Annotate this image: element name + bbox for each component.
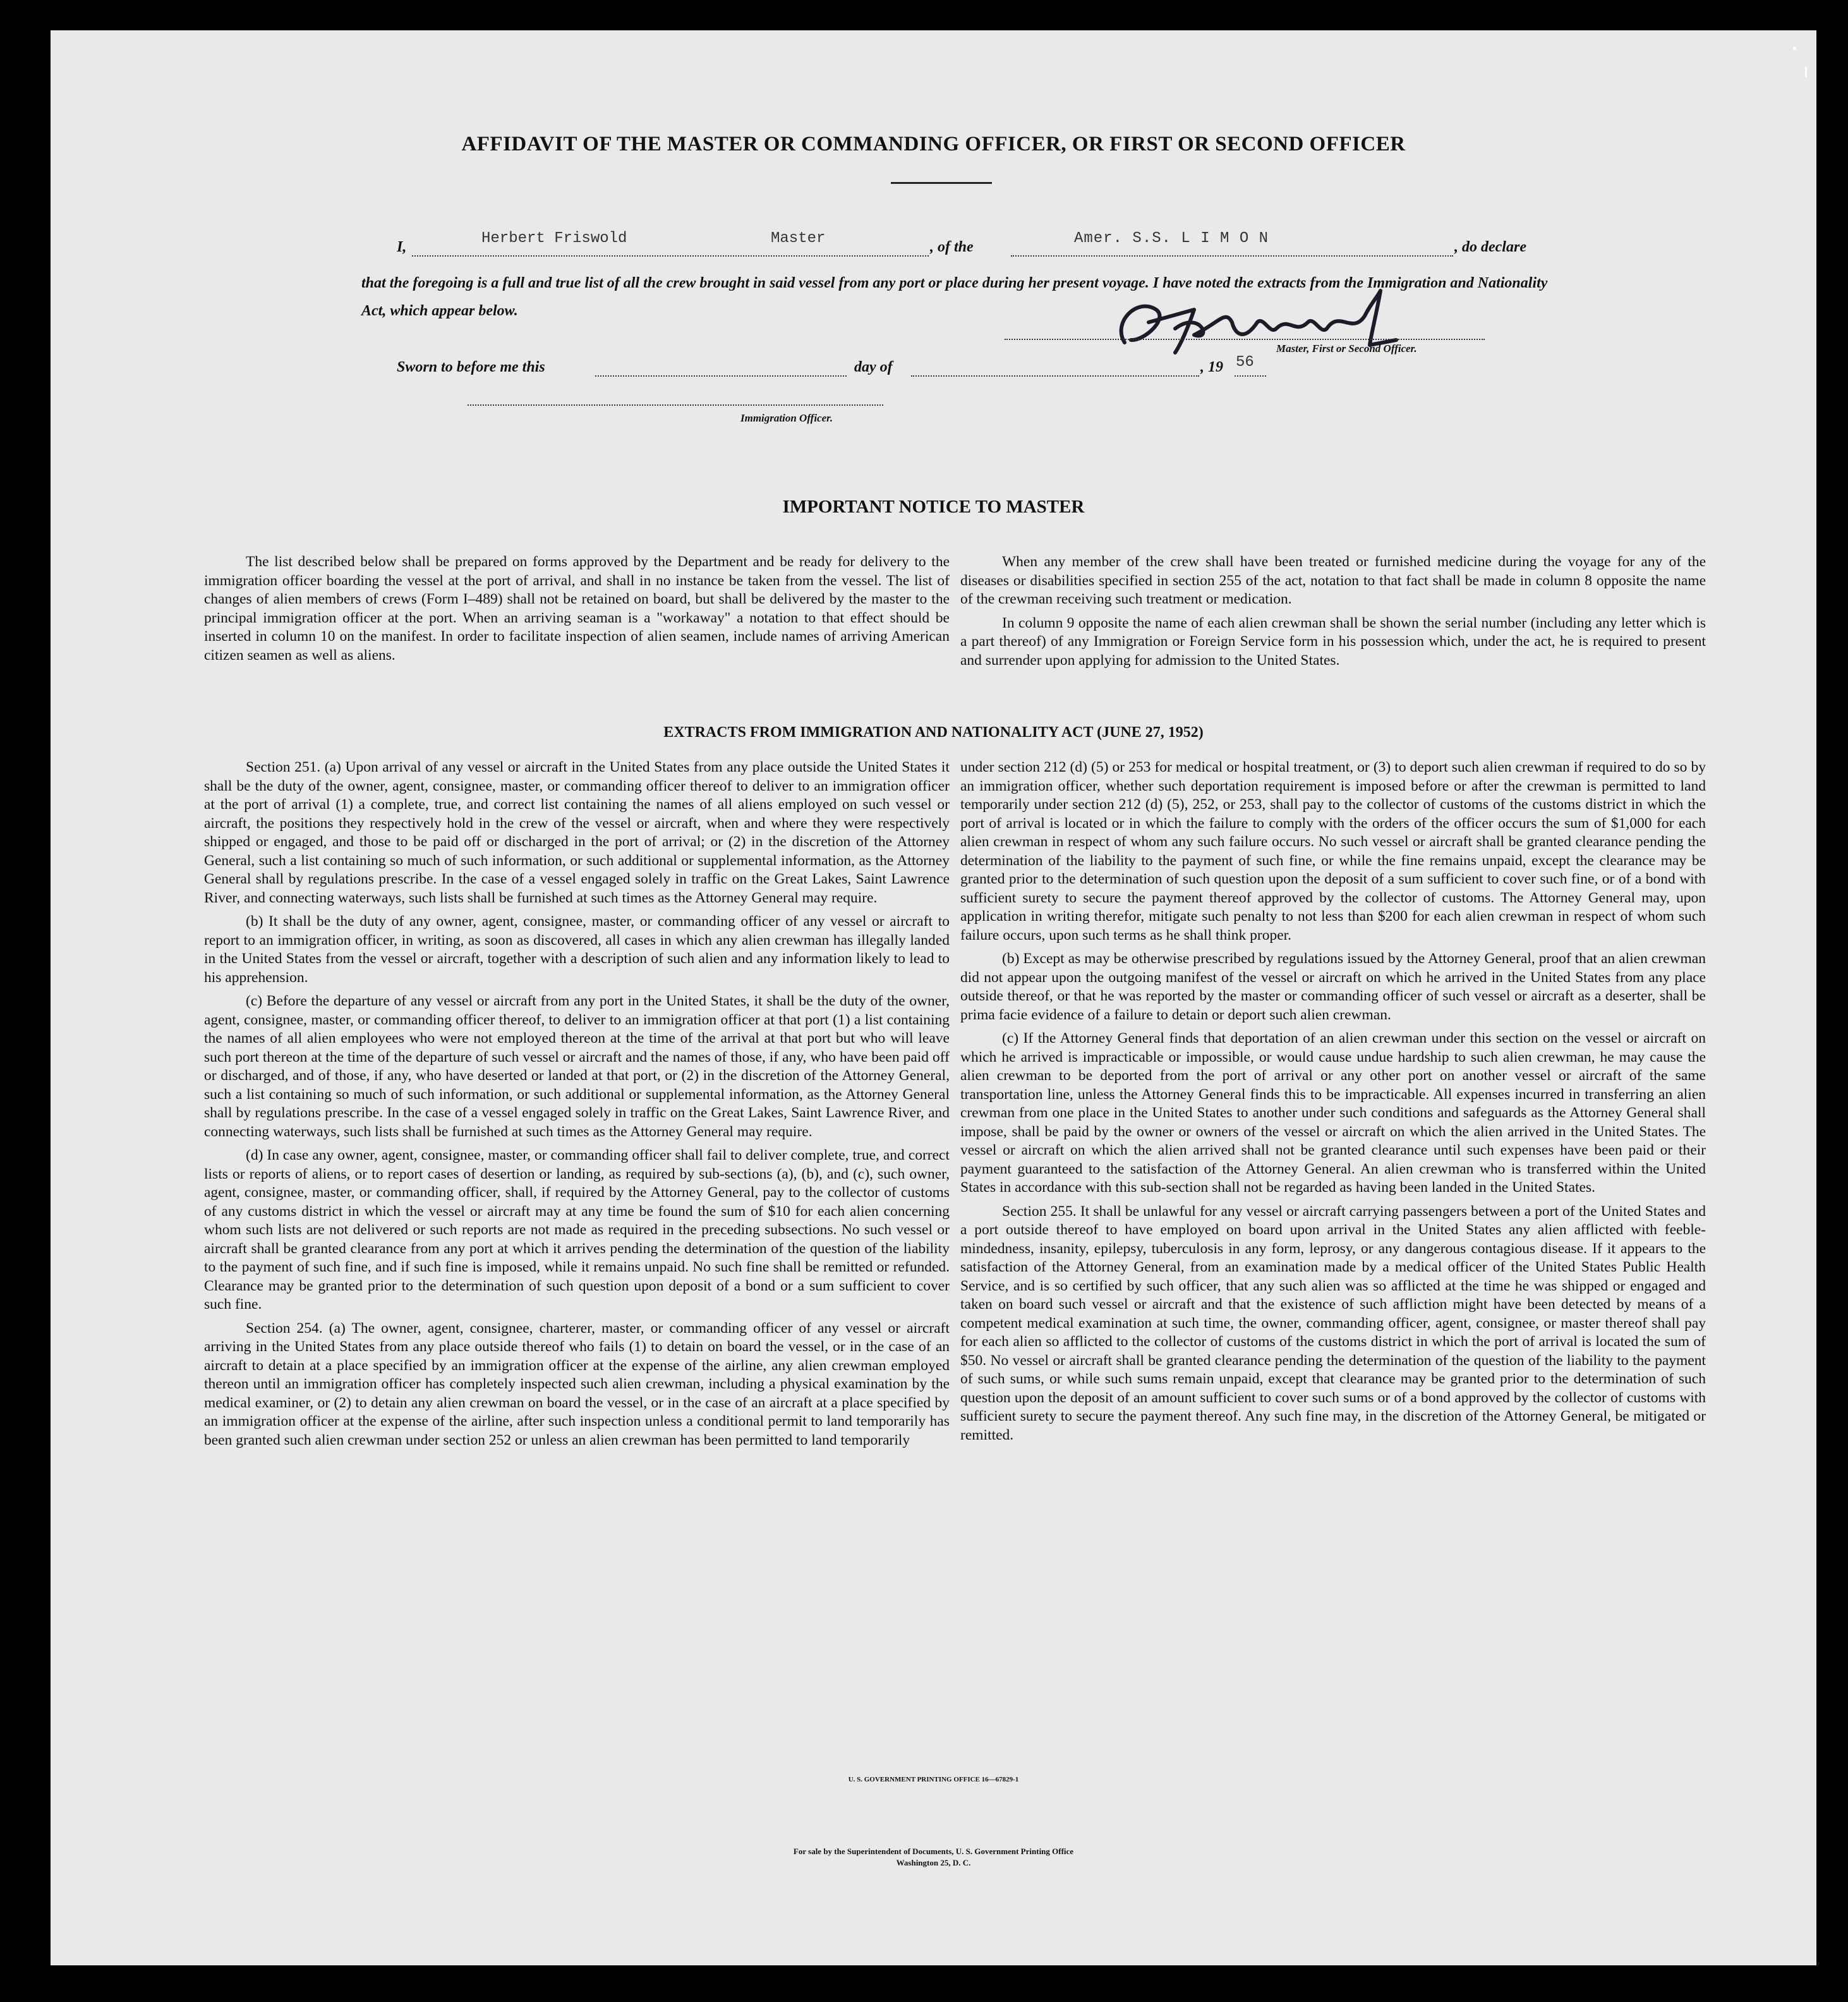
sworn-month-field	[911, 360, 1199, 377]
notice-title: IMPORTANT NOTICE TO MASTER	[782, 497, 1085, 517]
vessel-value: Amer. S.S. L I M O N	[1074, 230, 1269, 247]
section-251-d: (d) In case any owner, agent, consignee, master, or commanding officer shall fail to deliver complete, true, and correct lists or reports of aliens, or to report cases of desertion or landing, as required by sub-sections (a), (b), and (c), such owner, agent, consignee, master, or commanding officer, shall, if required by the Attorney General, pay to the collector of customs of any customs district in which the vessel or aircraft may at any time be found the sum of $10 for each alien concerning whom such lists are not delivered or such reports are not made as required in the preceding subsections. No such vessel or aircraft shall be granted clearance from any port at which it arrives pending the determination of the question of the liability to the payment of such fine, and if such fine is imposed, while it remains unpaid. No such fine shall be remitted or refunded. Clearance may be granted prior to the determination of such question upon deposit of a bond or a sum sufficient to cover such fine.	[204, 1147, 950, 1313]
scan-speck	[1793, 47, 1796, 50]
extracts-right-column	[960, 758, 1706, 1450]
signature-caption: Master, First or Second Officer.	[1276, 343, 1417, 355]
print-code: U. S. GOVERNMENT PRINTING OFFICE 16—67829-1	[848, 1776, 1019, 1783]
of-the-label: , of the	[930, 239, 974, 255]
section-254-a-continued: under section 212 (d) (5) or 253 for medical or hospital treatment, or (3) to deport such alien crewman if required to do so by an immigration officer, whether such deportation requirement is imposed before or after the crewman is permitted to land temporarily under section 212 (d) (5), 252, or 253, shall pay to the collector of customs of the customs district in which the port of arrival is located or in which the failure to comply with the orders of the officer occurs the sum of $1,000 for each alien crewman in respect of whom any such failure occurs. No such vessel or aircraft shall be granted clearance pending the determination of the liability to the payment of such fine, or while the fine remains unpaid, except the clearance may be granted prior to the determination of such question upon the deposit of a sum sufficient to cover such fine, or of a bond with sufficient surety to secure the payment thereof approved by the collector of customs. The Attorney General may, upon application in writing therefor, mitigate such penalty to not less than $200 for each alien crewman in respect of whom such failure occurs, upon such terms as he shall think proper.	[960, 759, 1706, 943]
sale-line-1: For sale by the Superintendent of Documents, U. S. Government Printing Office	[793, 1847, 1074, 1856]
notice-right-paragraph: In column 9 opposite the name of each alien crewman shall be shown the serial number (including any letter which is a part thereof) of any Immigration or Foreign Service form in his possession which, under the act, he is required to present and surrender upon applying for admission to the United States.	[960, 614, 1706, 669]
signature-text: HFriswold	[1352, 322, 1355, 323]
year-field	[1235, 354, 1266, 377]
title-rule	[891, 182, 992, 184]
notice-right-column	[960, 553, 1706, 675]
section-254-b: (b) Except as may be otherwise prescribed by regulations issued by the Attorney General, proof that an alien crewman did not appear upon the outgoing manifest of the vessel or aircraft on which he arrived in the United States from any place outside thereof, or that he was reported by the master or commanding officer of such vessel or aircraft as a deserter, shall be prima facie evidence of a failure to detain or deport such alien crewman.	[960, 950, 1706, 1023]
vessel-field	[1011, 220, 1453, 257]
i-label: I,	[397, 239, 407, 255]
notice-right-paragraph: When any member of the crew shall have been treated or furnished medicine during the voyage for any of the diseases or disabilities specified in section 255 of the act, notation to that fact shall be made in column 8 opposite the name of the crewman receiving such treatment or medication.	[960, 554, 1706, 607]
section-255: Section 255. It shall be unlawful for any vessel or aircraft carrying passengers between a port of the United States and a port outside thereof to have employed on board upon arrival in the United States any alien afflicted with feeble-mindedness, insanity, epilepsy, tuberculosis in any form, leprosy, or any dangerous contagious disease. If it appears to the satisfaction of the Attorney General, from an examination made by a medical officer of the United States Public Health Service, and is so certified by such officer, that any such alien was so afflicted at the time he was shipped or engaged and taken on board such vessel or aircraft and that the existence of such affliction might have been detected by means of a competent medical examination at such time, the owner, commanding officer, agent, consignee, or master thereof shall pay for each alien so afflicted to the collector of customs of the customs district in which the port of arrival is located the sum of $50. No vessel or aircraft shall be granted clearance pending the determination of the question of the liability to the payment of such sums, or while such sums remain unpaid, except that clearance may be granted prior to the determination of such question upon the deposit of an amount sufficient to cover such sums or of a bond approved by the collector of customs with sufficient surety to secure the payment thereof. Any such fine may, in the discretion of the Attorney General, be mitigated or remitted.	[960, 1203, 1706, 1443]
document-page	[51, 30, 1816, 1965]
officer-line	[468, 398, 883, 406]
rank-value: Master	[771, 230, 826, 247]
day-of-label: day of	[854, 359, 893, 375]
extracts-title: EXTRACTS FROM IMMIGRATION AND NATIONALITY ACT (JUNE 27, 1952)	[663, 724, 1204, 741]
notice-left-paragraph: The list described below shall be prepared on forms approved by the Department and be ready for delivery to the immigration officer boarding the vessel at the port of arrival, and shall in no instance be taken from the vessel. The list of changes of alien members of crews (Form I–489) shall not be retained on board, but shall be delivered by the master to the principal immigration officer at the port. When an arriving seaman is a "workaway" a notation to that effect should be inserted in column 10 on the manifest. In order to facilitate inspection of alien seamen, include names of arriving American citizen seamen as well as aliens.	[204, 554, 950, 664]
section-251-c: (c) Before the departure of any vessel or aircraft from any port in the United States, it shall be the duty of the owner, agent, consignee, master, or commanding officer thereof, to deliver to an immigration officer at that port (1) a list containing the names of all alien employees who were not employed thereon at the time of the arrival at that port but who will leave such port thereon at the time of the departure of such vessel or aircraft and the names of those, if any, who have been paid off or discharged, and of those, if any, who have deserted or landed at that port, or (2) in the discretion of the Attorney General, such a list containing so much of such information, or such additional or supplemental information, as the Attorney General shall by regulations prescribe. In the case of a vessel engaged solely in traffic on the Great Lakes, Saint Lawrence River, and connecting waterways, such lists shall be furnished at such times as the Attorney General may require.	[204, 993, 950, 1140]
affidavit-title: AFFIDAVIT OF THE MASTER OR COMMANDING OFFICER, OR FIRST OR SECOND OFFICER	[461, 133, 1406, 155]
sale-line-2: Washington 25, D. C.	[896, 1858, 971, 1867]
section-251-a: Section 251. (a) Upon arrival of any vessel or aircraft in the United States from any place outside the United States it shall be the duty of the owner, agent, consignee, master, or commanding officer thereof to deliver to an immigration officer at the port of arrival (1) a complete, true, and correct list containing the names of all aliens employed on such vessel or aircraft, the positions they respectively hold in the crew of the vessel or aircraft, when and where they were respectively shipped or engaged, and those to be paid off or discharged in the port of arrival; or (2) in the discretion of the Attorney General, such a list containing so much of such information, or such additional or supplemental information, as the Attorney General shall by regulations prescribe. In the case of a vessel engaged solely in traffic on the Great Lakes, Saint Lawrence River, and connecting waterways, such lists shall be furnished at such times as the Attorney General may require.	[204, 759, 950, 906]
declaration-text: that the foregoing is a full and true list of all the crew brought in said vessel from any port or place during her present voyage. I have noted the extracts from the Immigration and Nationality Act, which appear below.	[361, 275, 1548, 319]
sworn-day-field	[595, 360, 847, 377]
name-value: Herbert Friswold	[481, 230, 627, 247]
scan-speck	[1805, 67, 1807, 77]
sworn-label: Sworn to before me this	[397, 359, 545, 375]
section-251-b: (b) It shall be the duty of any owner, agent, consignee, master, or commanding officer of any vessel or aircraft to report to an immigration officer, in writing, as soon as discovered, all cases in which any alien crewman has illegally landed in the United States from the vessel or aircraft, together with a description of such alien and any information likely to lead to his apprehension.	[204, 913, 950, 986]
do-declare-label: , do declare	[1454, 239, 1526, 255]
signature-line	[1005, 332, 1485, 340]
section-254-a: Section 254. (a) The owner, agent, consignee, charterer, master, or commanding officer of any vessel or aircraft arriving in the United States from any place outside thereof who fails (1) to detain on board the vessel, or in the case of an aircraft to detain at a place specified by an immigration officer at the expense of the airline, any alien crewman employed thereon until an immigration officer has completely inspected such alien crewman, including a physical examination by the medical examiner, or (2) to detain any alien crewman on board the vessel, or in the case of an aircraft at a place specified by an immigration officer at the expense of the airline, after such inspection unless a conditional permit to land temporarily has been granted such alien crewman under section 252 or unless an alien crewman has been permitted to land temporarily	[204, 1320, 950, 1448]
year-value: 56	[1236, 354, 1254, 371]
notice-left-column	[204, 553, 950, 670]
section-254-c: (c) If the Attorney General finds that deportation of an alien crewman under this section on the vessel or aircraft on which he arrived is impracticable or impossible, or would cause undue hardship to such alien crewman, he may cause the alien crewman to be deported from the port of arrival or any other port on another vessel or aircraft of the same transportation line, unless the Attorney General finds this to be impracticable. All expenses incurred in transferring an alien crewman from one place in the United States to another under such conditions and safeguards as the Attorney General shall impose, shall be paid by the owner or owners of the vessel or aircraft on which the alien arrived in the United States. The vessel or aircraft on which the alien arrived shall not be granted clearance until such expenses have been paid or their payment guaranteed to the satisfaction of the Attorney General. An alien crewman who is transferred within the United States in accordance with this sub-section shall not be regarded as having been landed in the United States.	[960, 1030, 1706, 1196]
name-rank-field	[412, 220, 929, 257]
officer-caption: Immigration Officer.	[740, 412, 833, 424]
extracts-left-column	[204, 758, 950, 1455]
year-prefix: , 19	[1200, 359, 1223, 375]
